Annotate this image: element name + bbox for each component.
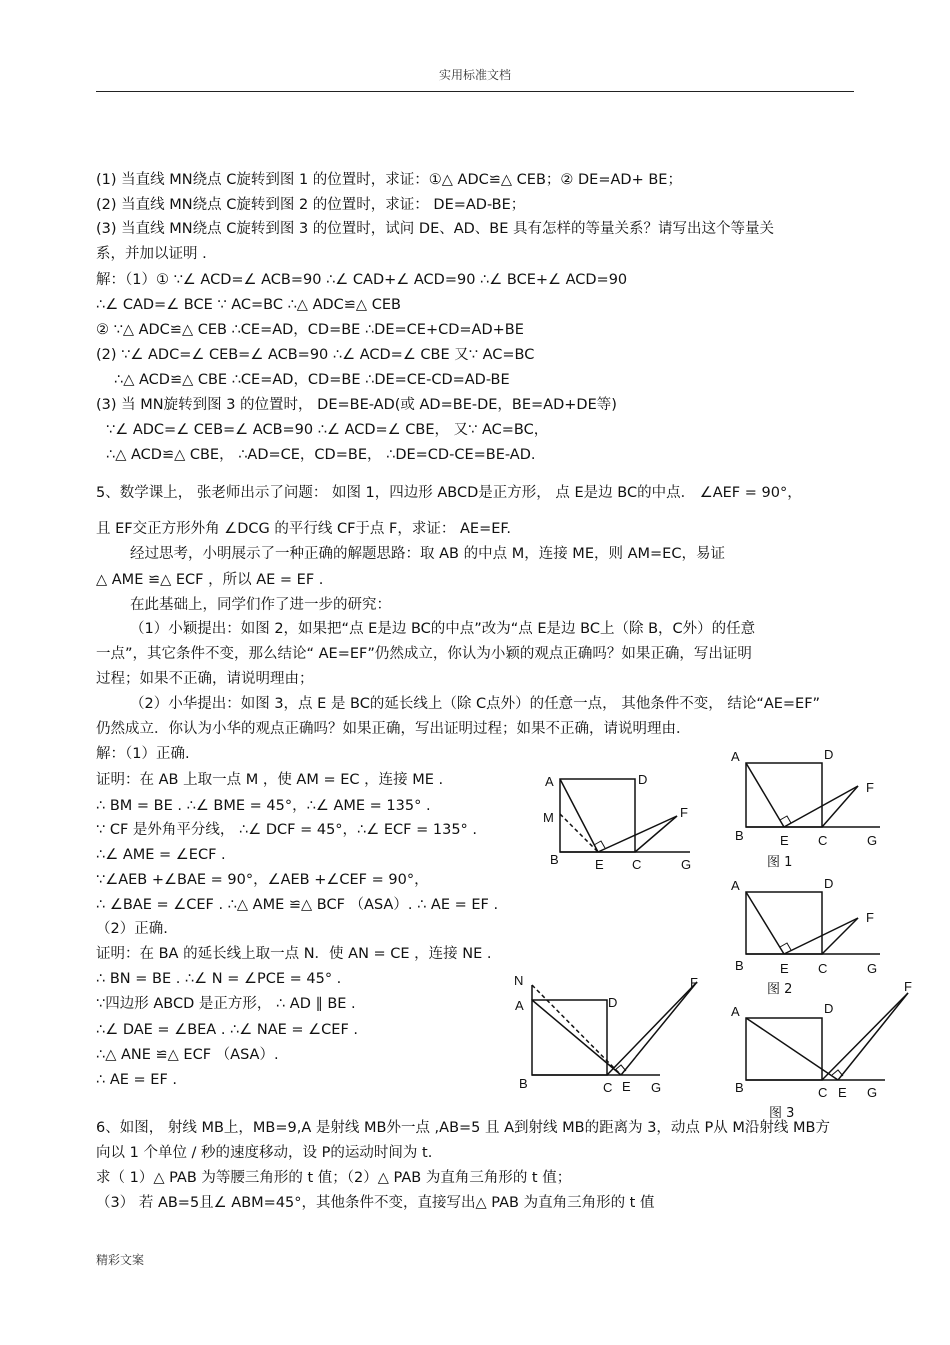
text-line: ∴∠ CAD=∠ BCE ∵ AC=BC ∴△ ADC≌△ CEB [96,297,401,313]
text-line: ∴ AE = EF . [96,1072,178,1088]
label-B: B [735,828,744,843]
text-line: ∴ BM = BE . ∴∠ BME = 45°，∴∠ AME = 135° . [96,798,431,814]
label-C: C [603,1080,613,1095]
label-F: F [904,979,912,994]
figure-1-right [746,763,880,827]
figure-3-caption: 图 3 [769,1106,795,1121]
text-line: ∴△ ANE ≌△ ECF （ASA）. [96,1047,279,1063]
label-F: F [866,910,874,925]
text-line: (2) ∵∠ ADC=∠ CEB=∠ ACB=90 ∴∠ ACD=∠ CBE 又∵ AC=BC [96,347,535,363]
figure-2-right [746,892,880,954]
text-line: ∴ ∠BAE = ∠CEF . ∴△ AME ≌△ BCF （ASA）. ∴ AE = EF . [96,897,499,913]
text-line: ∴△ ACD≌△ CBE ∴CE=AD，CD=BE ∴DE=CE-CD=AD-BE [114,372,510,388]
label-F: F [680,805,688,820]
text-line: (1) 当直线 MN绕点 C旋转到图 1 的位置时，求证：①△ ADC≌△ CEB；② DE=AD+ BE； [96,172,682,188]
label-B: B [550,852,559,867]
text-line: (3) 当直线 MN绕点 C旋转到图 3 的位置时，试问 DE、AD、BE 具有怎样的等量关系？请写出这个等量关 [96,221,775,237]
text-line: ∵四边形 ABCD 是正方形， ∴ AD ∥ BE . [96,996,356,1012]
label-E: E [780,833,789,848]
label-E: E [780,961,789,976]
text-line: 解：（1）① ∵∠ ACD=∠ ACB=90 ∴∠ CAD+∠ ACD=90 ∴∠ BCE+∠ ACD=90 [96,272,628,288]
label-G: G [651,1080,662,1095]
label-G: G [867,833,878,848]
label-E: E [595,857,604,872]
label-C: C [818,1085,828,1100]
label-A: A [731,878,740,893]
label-D: D [824,876,834,891]
label-A: A [545,774,554,789]
text-line: 过程；如果不正确，请说明理由； [96,671,314,687]
figure-2-caption: 图 2 [767,982,793,997]
label-M: M [543,810,554,825]
text-line: ② ∵△ ADC≌△ CEB ∴CE=AD，CD=BE ∴DE=CE+CD=AD+BE [96,322,524,338]
text-line: ∴∠ AME = ∠ECF . [96,847,226,863]
label-C: C [632,857,642,872]
text-line: ∵∠ ADC=∠ CEB=∠ ACB=90 ∴∠ ACD=∠ CBE， 又∵ AC=BC， [106,422,549,438]
label-G: G [867,961,878,976]
text-line: 经过思考，小明展示了一种正确的解题思路：取 AB 的中点 M，连接 ME，则 AM=EC，易证 [130,546,725,562]
page-footer: 精彩文案 [96,1253,145,1267]
text-line: 向以 1 个单位 / 秒的速度移动，设 P的运动时间为 t. [96,1145,433,1161]
label-N: N [514,973,524,988]
text-line: （1）小颖提出：如图 2，如果把“点 E是边 BC的中点”改为“点 E是边 BC上（除 B，C外）的任意 [130,621,756,637]
text-line: 仍然成立．你认为小华的观点正确吗？如果正确，写出证明过程；如果不正确，请说明理由． [96,721,691,737]
label-D: D [824,1001,834,1016]
label-D: D [638,772,648,787]
label-D: D [608,995,618,1010]
label-B: B [735,958,744,973]
text-line: 解：（1）正确. [96,746,190,762]
page-header: 实用标准文档 [438,68,511,82]
text-line: （2）小华提出：如图 3，点 E 是 BC的延长线上（除 C点外）的任意一点， 其他条件不变， 结论“AE=EF” [130,696,821,712]
label-C: C [818,961,828,976]
label-G: G [867,1085,878,1100]
text-line: △ AME ≌△ ECF ，所以 AE = EF . [96,572,324,588]
text-line: (3) 当 MN旋转到图 3 的位置时， DE=BE-AD(或 AD=BE-DE，BE=AD+DE等) [96,397,617,413]
label-B: B [519,1076,528,1091]
text-line: ∵ CF 是外角平分线， ∴∠ DCF = 45°，∴∠ ECF = 135° . [96,822,478,838]
text-line: （3） 若 AB=5且∠ ABM=45°，其他条件不变，直接写出△ PAB 为直角三角形的 t 值 [96,1195,655,1211]
label-C: C [818,833,828,848]
text-line: 且 EF交正方形外角 ∠DCG 的平行线 CF于点 F，求证： AE=EF. [96,521,511,537]
label-A: A [515,998,524,1013]
text-line: ∴∠ DAE = ∠BEA . ∴∠ NAE = ∠CEF . [96,1022,359,1038]
text-line: 一点”，其它条件不变，那么结论“ AE=EF”仍然成立，你认为小颖的观点正确吗？如果正确，写出证明 [96,646,752,662]
text-line: ∴ BN = BE . ∴∠ N = ∠PCE = 45° . [96,971,342,987]
text-line: 系，并加以证明 . [96,246,207,262]
label-B: B [735,1080,744,1095]
label-G: G [681,857,692,872]
figure-solution-1 [560,779,690,852]
label-F: F [690,975,698,990]
label-A: A [731,749,740,764]
text-line: ∴△ ACD≌△ CBE， ∴AD=CE，CD=BE， ∴DE=CD-CE=BE-AD. [106,447,536,463]
label-A: A [731,1004,740,1019]
label-F: F [866,780,874,795]
text-line: 求（ 1）△ PAB 为等腰三角形的 t 值；（2）△ PAB 为直角三角形的 t 值； [96,1170,572,1186]
text-line: 6、如图， 射线 MB上，MB=9,A 是射线 MB外一点 ,AB=5 且 A到射线 MB的距离为 3，动点 P从 M沿射线 MB方 [96,1120,830,1136]
label-E: E [622,1079,631,1094]
text-line: ∵∠AEB +∠BAE = 90°，∠AEB +∠CEF = 90°， [96,872,429,888]
text-line: 证明：在 AB 上取一点 M ，使 AM = EC ，连接 ME . [96,772,444,788]
label-E: E [838,1085,847,1100]
text-line: （2）正确. [96,921,168,937]
text-line: (2) 当直线 MN绕点 C旋转到图 2 的位置时，求证： DE=AD-BE； [96,197,526,213]
text-line: 5、数学课上， 张老师出示了问题： 如图 1，四边形 ABCD是正方形， 点 E是边 BC的中点． ∠AEF = 90°， [96,485,802,501]
text-line: 证明：在 BA 的延长线上取一点 N．使 AN = CE ，连接 NE . [96,946,492,962]
text-line: 在此基础上，同学们作了进一步的研究： [130,597,391,613]
label-D: D [824,747,834,762]
figure-1-caption: 图 1 [767,855,793,870]
